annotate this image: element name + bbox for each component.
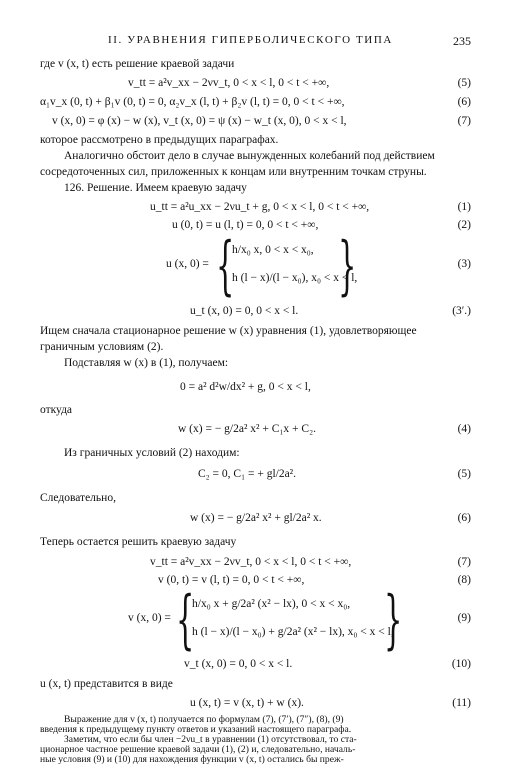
text-line: сосредоточенных сил, приложенных к концам или внутренним точкам струны. [40,166,427,178]
piecewise-case: h/x₀ x, 0 < x < x₀, [232,244,314,256]
page-number: 235 [453,34,471,48]
text-line: ные условия (9) и (10) для нахождения функции v (x, t) остались бы преж- [40,754,344,765]
text-line: которое рассмотрено в предыдущих параграфах. [40,134,279,146]
text-line: граничным условиям (2). [40,341,164,353]
left-brace: { [176,583,195,657]
text-line: Из граничных условий (2) находим: [64,447,240,459]
text-line: Аналогично обстоит дело в случае вынужденных колебаний под действием [64,150,435,162]
equation-number: (1) [457,201,471,213]
text-line: введения к предыдущему пункту ответов и указаний настоящего параграфа. [40,724,352,735]
equation: u_t (x, 0) = 0, 0 < x < l. [190,305,299,317]
text-line: u (x, t) представится в виде [40,678,173,690]
text-line: Выражение для v (x, t) получается по формулам (7), (7′), (7″), (8), (9) [64,714,344,725]
equation: 0 = a² d²w/dx² + g, 0 < x < l, [180,381,311,393]
text-line: Теперь остается решить краевую задачу [40,536,237,548]
equation: v_tt = a²v_xx − 2νv_t, 0 < x < l, 0 < t < +∞, [150,556,352,568]
equation-number: (2) [457,219,471,231]
piecewise-case: h/x₀ x + g/2a² (x² − lx), 0 < x < x₀, [192,598,351,610]
equation: u_tt = a²u_xx − 2νu_t + g, 0 < x < l, 0 < t < +∞, [150,201,370,213]
equation: α₁v_x (0, t) + β₁v (0, t) = 0, α₂v_x (l, t) + β₂v (l, t) = 0, 0 < t < +∞, [40,96,345,108]
piecewise-case: h (l − x)/(l − x₀) + g/2a² (x² − lx), x₀ < x < l, [192,626,394,638]
equation-number: (7) [457,115,471,127]
equation: v (0, t) = v (l, t) = 0, 0 < t < +∞, [158,574,305,586]
running-header [0,34,509,50]
equation: w (x) = − g/2a² x² + C₁x + C₂. [178,423,316,435]
text-line: Ищем сначала стационарное решение w (x) уравнения (1), удовлетворяющее [40,325,417,337]
equation: C₂ = 0, C₁ = + gl/2a². [198,468,297,480]
equation-number: (8) [457,574,471,586]
chapter-title: II. УРАВНЕНИЯ ГИПЕРБОЛИЧЕСКОГО ТИПА [108,34,393,46]
equation: v_t (x, 0) = 0, 0 < x < l. [184,658,293,670]
text-line: Подставляя w (x) в (1), получаем: [64,357,229,369]
equation-number: (6) [457,512,471,524]
equation: u (0, t) = u (l, t) = 0, 0 < t < +∞, [172,219,319,231]
piecewise-case: h (l − x)/(l − x₀), x₀ < x < l, [232,272,358,284]
equation-number: (5) [457,77,471,89]
equation: u (x, t) = v (x, t) + w (x). [190,697,304,709]
equation-number: (4) [457,423,471,435]
equation-lhs: u (x, 0) = [166,258,209,270]
right-brace: } [338,229,357,303]
equation-number: (6) [457,96,471,108]
equation-number: (7) [457,556,471,568]
text-line: Следовательно, [40,492,116,504]
equation: v (x, 0) = φ (x) − w (x), v_t (x, 0) = ψ (x) − w_t (x, 0), 0 < x < l, [52,115,347,127]
text-line: где v (x, t) есть решение краевой задачи [40,58,235,70]
equation-number: (10) [451,658,471,670]
equation-number: (9) [457,612,471,624]
equation-lhs: v (x, 0) = [128,612,171,624]
equation: v_tt = a²v_xx − 2νv_t, 0 < x < l, 0 < t < +∞, [128,77,330,89]
equation-number: (3′.) [452,305,471,317]
equation-number: (11) [452,697,471,709]
text-line: ционарное частное решение краевой задачи (1), (2) и, следовательно, началь- [40,744,356,755]
text-line: откуда [40,404,73,416]
problem-heading: 126. Решение. Имеем краевую задачу [64,182,247,194]
right-brace: } [384,583,403,657]
equation-number: (5) [457,468,471,480]
equation-number: (3) [457,258,471,270]
text-line: Заметим, что если бы член −2νu_t в уравнении (1) отсутствовал, то ста- [64,734,357,745]
left-brace: { [216,229,235,303]
equation: w (x) = − g/2a² x² + gl/2a² x. [190,512,322,524]
